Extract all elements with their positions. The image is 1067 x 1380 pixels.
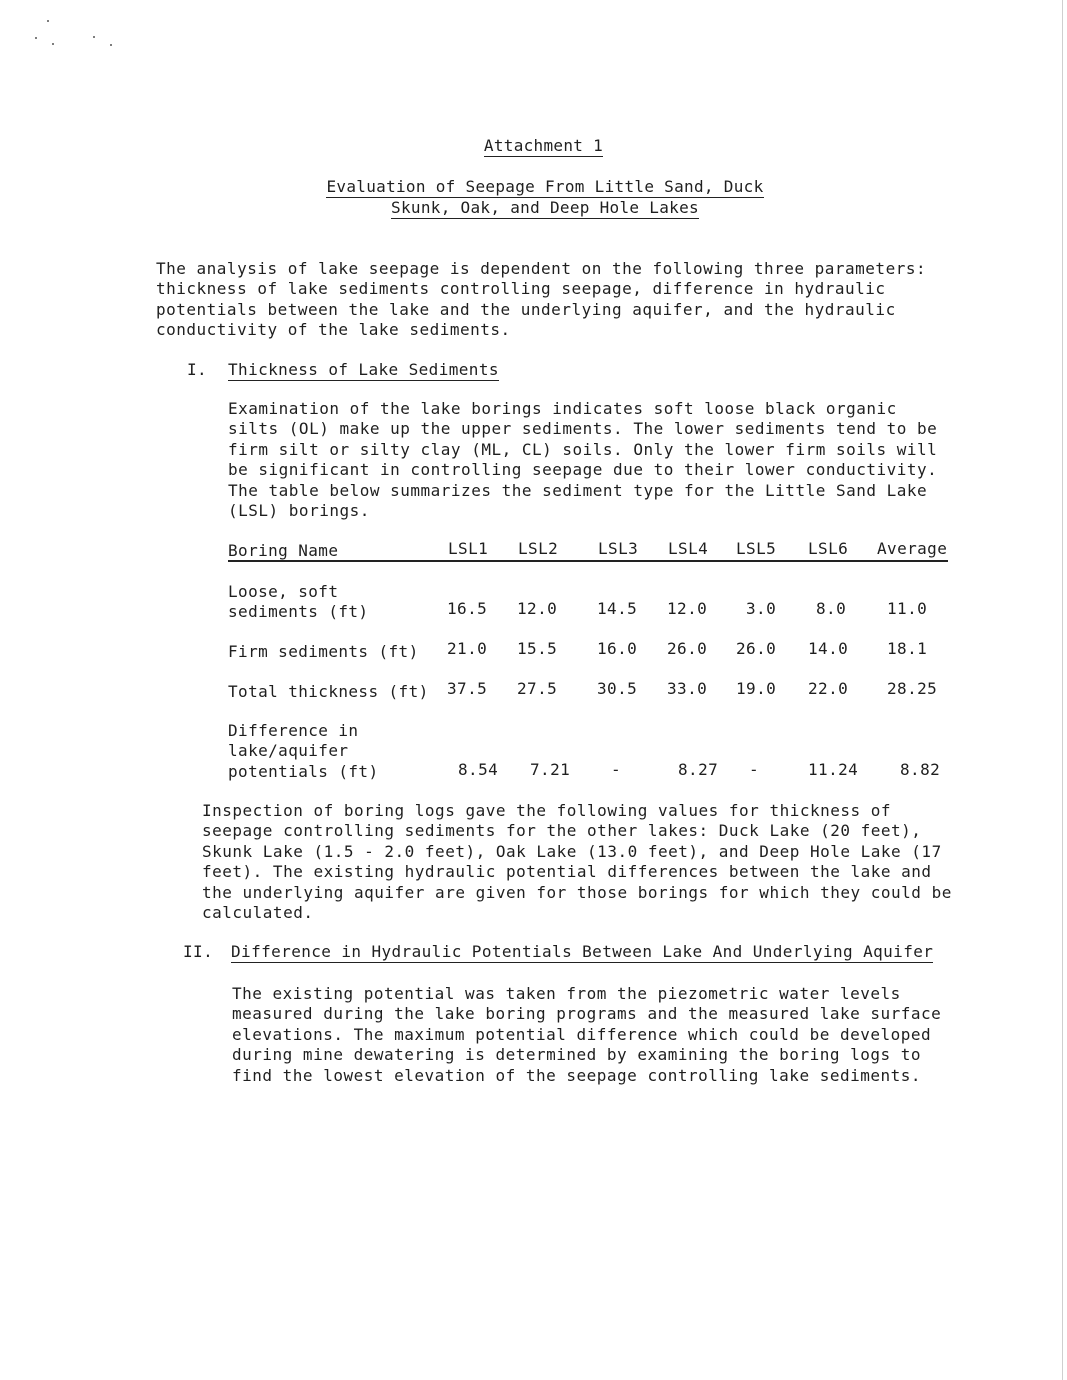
table-cell: 7.21 [530, 760, 571, 779]
attachment-title-text: Attachment 1 [483, 136, 604, 155]
table-header-average: Average [877, 539, 948, 558]
table-cell: 12.0 [667, 599, 708, 618]
table-cell: 16.5 [447, 599, 488, 618]
table-cell: 11.24 [808, 760, 859, 779]
table-cell: 21.0 [447, 639, 488, 658]
document-title-line1: Evaluation of Seepage From Little Sand, Duck [326, 177, 764, 196]
section-1-number: I. [187, 360, 208, 379]
scan-speck [35, 37, 37, 39]
table-header-lsl6: LSL6 [808, 539, 849, 558]
section-1-after-table: Inspection of boring logs gave the following values for thickness of seepage controlling sediments for the other lakes: Duck Lake (20 feet), Skunk Lake (1.5 - 2.0 feet), Oak Lake (13.0 feet), and Deep Hole Lake (17 feet). The existing hydraulic potential differences between the lake and the underlying aquifer are given for those borings for which they could be calculated. [202, 801, 952, 923]
section-2-number: II. [183, 942, 214, 961]
table-cell: 8.0 [816, 599, 847, 618]
section-2-body: The existing potential was taken from the piezometric water levels measured during the lake boring programs and the measured lake surface elevations. The maximum potential difference which could be developed during mine dewatering is determined by examining the boring logs to find the lowest elevation of the seepage controlling lake sediments. [232, 984, 942, 1085]
table-cell: 3.0 [746, 599, 777, 618]
table-cell: 19.0 [736, 679, 777, 698]
table-header-lsl5: LSL5 [736, 539, 777, 558]
table-cell: - [611, 760, 622, 779]
table-cell: 33.0 [667, 679, 708, 698]
intro-paragraph: The analysis of lake seepage is dependent on the following three parameters: thickness of lake sediments controlling seepage, difference in hydraulic potentials between the lake and the underlying aquifer, and the hydraulic conductivity of the lake sediments. [156, 259, 927, 340]
table-header-rule [228, 560, 948, 562]
table-row-label: Loose, soft sediments (ft) [228, 582, 369, 622]
table-cell: 14.5 [597, 599, 638, 618]
table-header-boring-name: Boring Name [228, 541, 339, 560]
table-cell: 8.82 [900, 760, 941, 779]
table-header-lsl1: LSL1 [448, 539, 489, 558]
table-cell: 22.0 [808, 679, 849, 698]
table-cell: 30.5 [597, 679, 638, 698]
section-1-body: Examination of the lake borings indicates soft loose black organic silts (OL) make up the upper sediments. The lower sediments tend to be firm silt or silty clay (ML, CL) soils. Only the lower firm soils will be significant in controlling seepage due to their lower conductivity. The table below summarizes the sediment type for the Little Sand Lake (LSL) borings. [228, 399, 938, 521]
section-1-title: Thickness of Lake Sediments [228, 360, 499, 379]
scan-speck [93, 36, 95, 38]
scan-speck [110, 44, 112, 46]
table-row-label: Firm sediments (ft) [228, 642, 419, 661]
table-cell: 26.0 [736, 639, 777, 658]
table-cell: 14.0 [808, 639, 849, 658]
table-cell: 18.1 [887, 639, 928, 658]
attachment-title [0, 136, 1067, 155]
document-title [0, 176, 1067, 218]
table-cell: 26.0 [667, 639, 708, 658]
scan-speck [52, 43, 54, 45]
table-row-label: Total thickness (ft) [228, 682, 429, 701]
table-cell: 27.5 [517, 679, 558, 698]
table-cell: 12.0 [517, 599, 558, 618]
table-row-label: Difference in lake/aquifer potentials (ft) [228, 721, 379, 781]
scan-speck [47, 20, 49, 22]
table-cell: 11.0 [887, 599, 928, 618]
document-title-line2: Skunk, Oak, and Deep Hole Lakes [391, 198, 699, 217]
table-cell: 28.25 [887, 679, 938, 698]
section-2-title: Difference in Hydraulic Potentials Between Lake And Underlying Aquifer [231, 942, 934, 961]
table-cell: 15.5 [517, 639, 558, 658]
table-cell: 8.27 [678, 760, 719, 779]
table-header-lsl3: LSL3 [598, 539, 639, 558]
table-header-lsl4: LSL4 [668, 539, 709, 558]
table-cell: 37.5 [447, 679, 488, 698]
table-cell: 8.54 [458, 760, 499, 779]
table-cell: - [749, 760, 760, 779]
table-cell: 16.0 [597, 639, 638, 658]
table-header-lsl2: LSL2 [518, 539, 559, 558]
